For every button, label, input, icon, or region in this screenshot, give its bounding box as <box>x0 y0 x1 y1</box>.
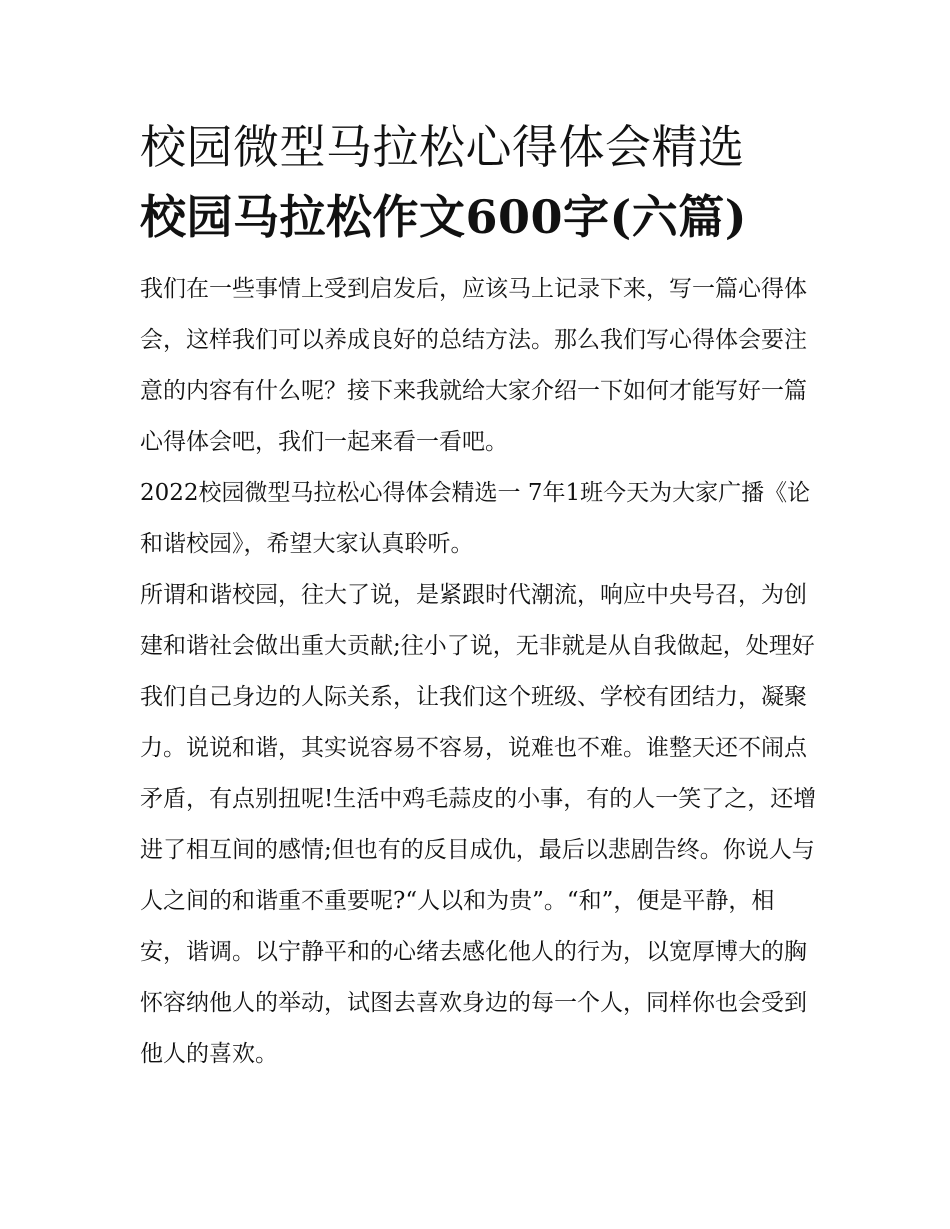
title-line-1: 校园微型马拉松心得体会精选 <box>140 120 745 174</box>
harmony-paragraph: 所谓和谐校园，往大了说，是紧跟时代潮流，响应中央号召，为创建和谐社会做出重大贡献;往小了说，无非就是从自我做起，处理好我们自己身边的人际关系，让我们这个班级、学校有团结力，凝聚力。说说和谐，其实说容易不容易，说难也不难。谁整天还不闹点矛盾，有点别扭呢!生活中鸡毛蒜皮的小事，有的人一笑了之，还增进了相互间的感情;但也有的反目成仇，最后以悲剧告终。你说人与人之间的和谐重不重要呢?“人以和为贵”。“和”，便是平静，相安，谐调。以宁静平和的心绪去感化他人的行为，以宽厚博大的胸怀容纳他人的举动，试图去喜欢身边的每一个人，同样你也会受到他人的喜欢。 <box>140 582 817 1067</box>
broadcast-paragraph: 2022校园微型马拉松心得体会精选一 7年1班今天为大家广播《论和谐校园》，希望大家认真聆听。 <box>140 480 811 557</box>
title-line-2: 校园马拉松作文600字(六篇) <box>140 190 748 244</box>
document-content <box>140 112 820 1080</box>
document-title <box>140 112 820 252</box>
intro-paragraph: 我们在一些事情上受到启发后，应该马上记录下来，写一篇心得体会，这样我们可以养成良好的总结方法。那么我们写心得体会要注意的内容有什么呢？接下来我就给大家介绍一下如何才能写好一篇心得体会吧，我们一起来看一看吧。 <box>140 276 807 455</box>
document-body <box>140 264 820 1080</box>
